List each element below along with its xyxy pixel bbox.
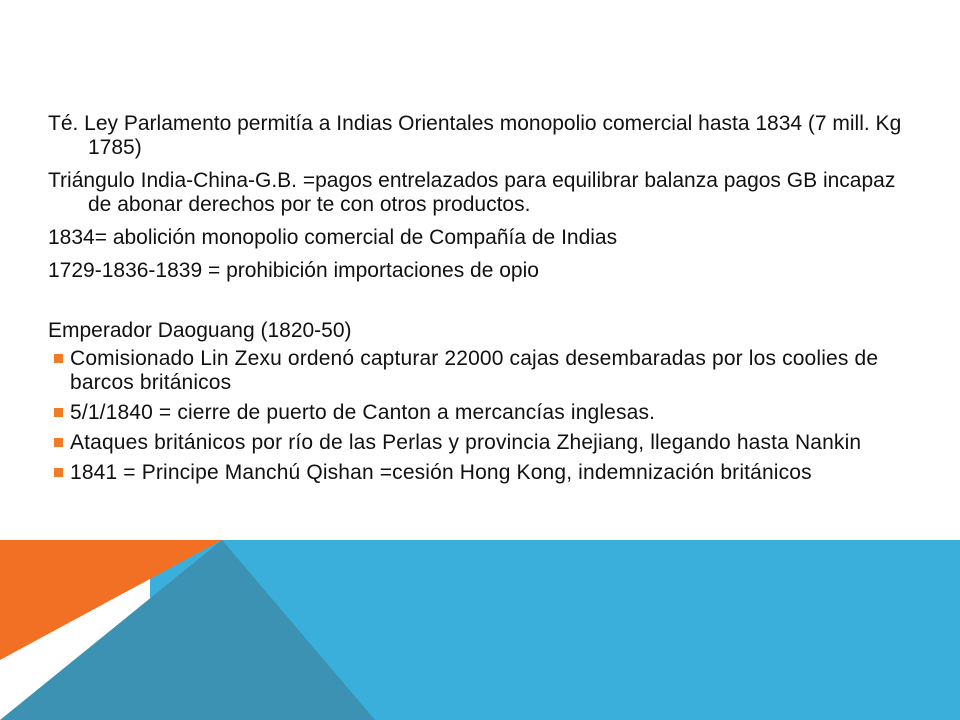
paragraph-triangulo: Triángulo India-China-G.B. =pagos entrelazados para equilibrar balanza pagos GB incapaz de abonar derechos por te con otros productos. xyxy=(48,169,896,216)
bullet-text: Comisionado Lin Zexu ordenó capturar 22000 cajas desembaradas por los coolies de barcos británicos xyxy=(70,347,879,394)
bullet-list xyxy=(48,347,908,485)
bullet-text: Ataques británicos por río de las Perlas y provincia Zhejiang, llegando hasta Nankin xyxy=(70,431,862,454)
subheading-emperador: Emperador Daoguang (1820-50) xyxy=(48,319,352,342)
bullet-item xyxy=(48,431,908,455)
paragraph-prohibicion: 1729-1836-1839 = prohibición importaciones de opio xyxy=(48,259,539,282)
square-bullet-icon xyxy=(54,468,63,477)
square-bullet-icon xyxy=(54,354,63,363)
bullet-item xyxy=(48,347,908,395)
bullet-text: 1841 = Principe Manchú Qishan =cesión Hong Kong, indemnización británicos xyxy=(70,461,812,484)
square-bullet-icon xyxy=(54,408,63,417)
bullet-text: 5/1/1840 = cierre de puerto de Canton a mercancías inglesas. xyxy=(70,401,656,424)
square-bullet-icon xyxy=(54,438,63,447)
paragraph-te-ley: Té. Ley Parlamento permitía a Indias Orientales monopolio comercial hasta 1834 (7 mill. Kg 1785) xyxy=(48,112,902,159)
bullet-item xyxy=(48,401,908,425)
bullet-item xyxy=(48,461,908,485)
paragraph-1834: 1834= abolición monopolio comercial de Compañía de Indias xyxy=(48,226,618,249)
slide-content xyxy=(48,112,908,491)
